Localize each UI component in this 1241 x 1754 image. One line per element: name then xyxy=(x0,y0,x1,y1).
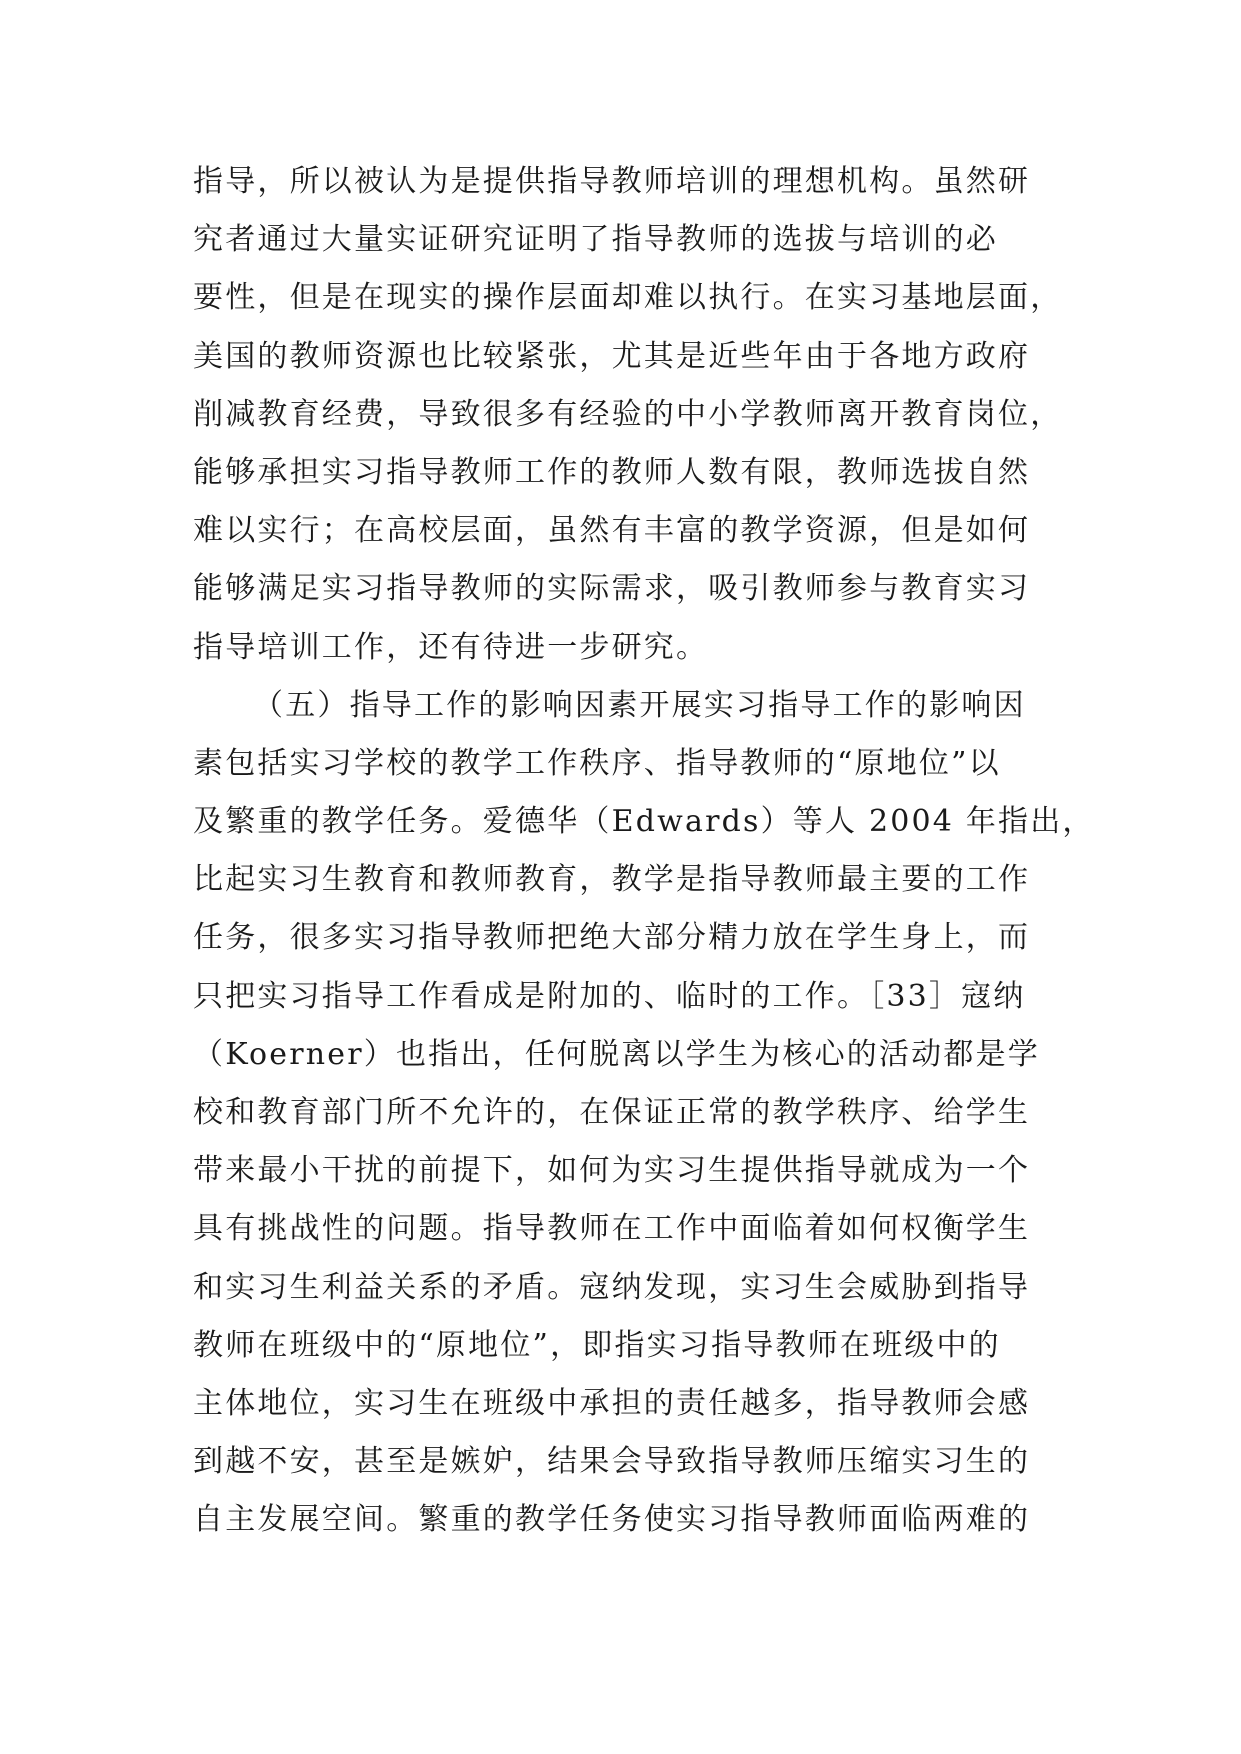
text-line: 美国的教师资源也比较紧张，尤其是近些年由于各地方政府 xyxy=(193,338,1031,374)
text-line: 具有挑战性的问题。指导教师在工作中面临着如何权衡学生 xyxy=(193,1211,1031,1247)
section-heading-line: （五）指导工作的影响因素开展实习指导工作的影响因 xyxy=(253,687,1026,723)
text-line: 及繁重的教学任务。爱德华（Edwards）等人 2004 年指出， xyxy=(193,804,1095,840)
text-line: 要性，但是在现实的操作层面却难以执行。在实习基地层面， xyxy=(193,280,1063,316)
text-line: 到越不安，甚至是嫉妒，结果会导致指导教师压缩实习生的 xyxy=(193,1444,1031,1480)
text-line: 比起实习生教育和教师教育，教学是指导教师最主要的工作 xyxy=(193,862,1031,898)
text-line: （Koerner）也指出，任何脱离以学生为核心的活动都是学 xyxy=(193,1036,1040,1072)
text-line: 素包括实习学校的教学工作秩序、指导教师的“原地位”以 xyxy=(193,745,1001,781)
text-line: 和实习生利益关系的矛盾。寇纳发现，实习生会威胁到指导 xyxy=(193,1269,1031,1305)
text-line: 主体地位，实习生在班级中承担的责任越多，指导教师会感 xyxy=(193,1385,1031,1421)
text-line: 指导培训工作，还有待进一步研究。 xyxy=(193,629,709,665)
text-line: 自主发展空间。繁重的教学任务使实习指导教师面临两难的 xyxy=(193,1502,1031,1538)
text-line: 带来最小干扰的前提下，如何为实习生提供指导就成为一个 xyxy=(193,1153,1031,1189)
text-line: 校和教育部门所不允许的，在保证正常的教学秩序、给学生 xyxy=(193,1095,1031,1130)
text-line: 究者通过大量实证研究证明了指导教师的选拔与培训的必 xyxy=(193,222,998,258)
text-line: 教师在班级中的“原地位”，即指实习指导教师在班级中的 xyxy=(193,1327,1001,1363)
text-line: 难以实行；在高校层面，虽然有丰富的教学资源，但是如何 xyxy=(193,513,1031,549)
text-line: 指导，所以被认为是提供指导教师培训的理想机构。虽然研 xyxy=(193,164,1031,199)
text-line: 削减教育经费，导致很多有经验的中小学教师离开教育岗位， xyxy=(193,396,1063,432)
text-line: 任务，很多实习指导教师把绝大部分精力放在学生身上，而 xyxy=(193,920,1031,956)
body-text xyxy=(193,153,1095,1550)
text-line: 能够承担实习指导教师工作的教师人数有限，教师选拔自然 xyxy=(193,454,1031,490)
text-line: 能够满足实习指导教师的实际需求，吸引教师参与教育实习 xyxy=(193,571,1031,607)
text-line: 只把实习指导工作看成是附加的、临时的工作。［33］寇纳 xyxy=(193,978,1026,1014)
